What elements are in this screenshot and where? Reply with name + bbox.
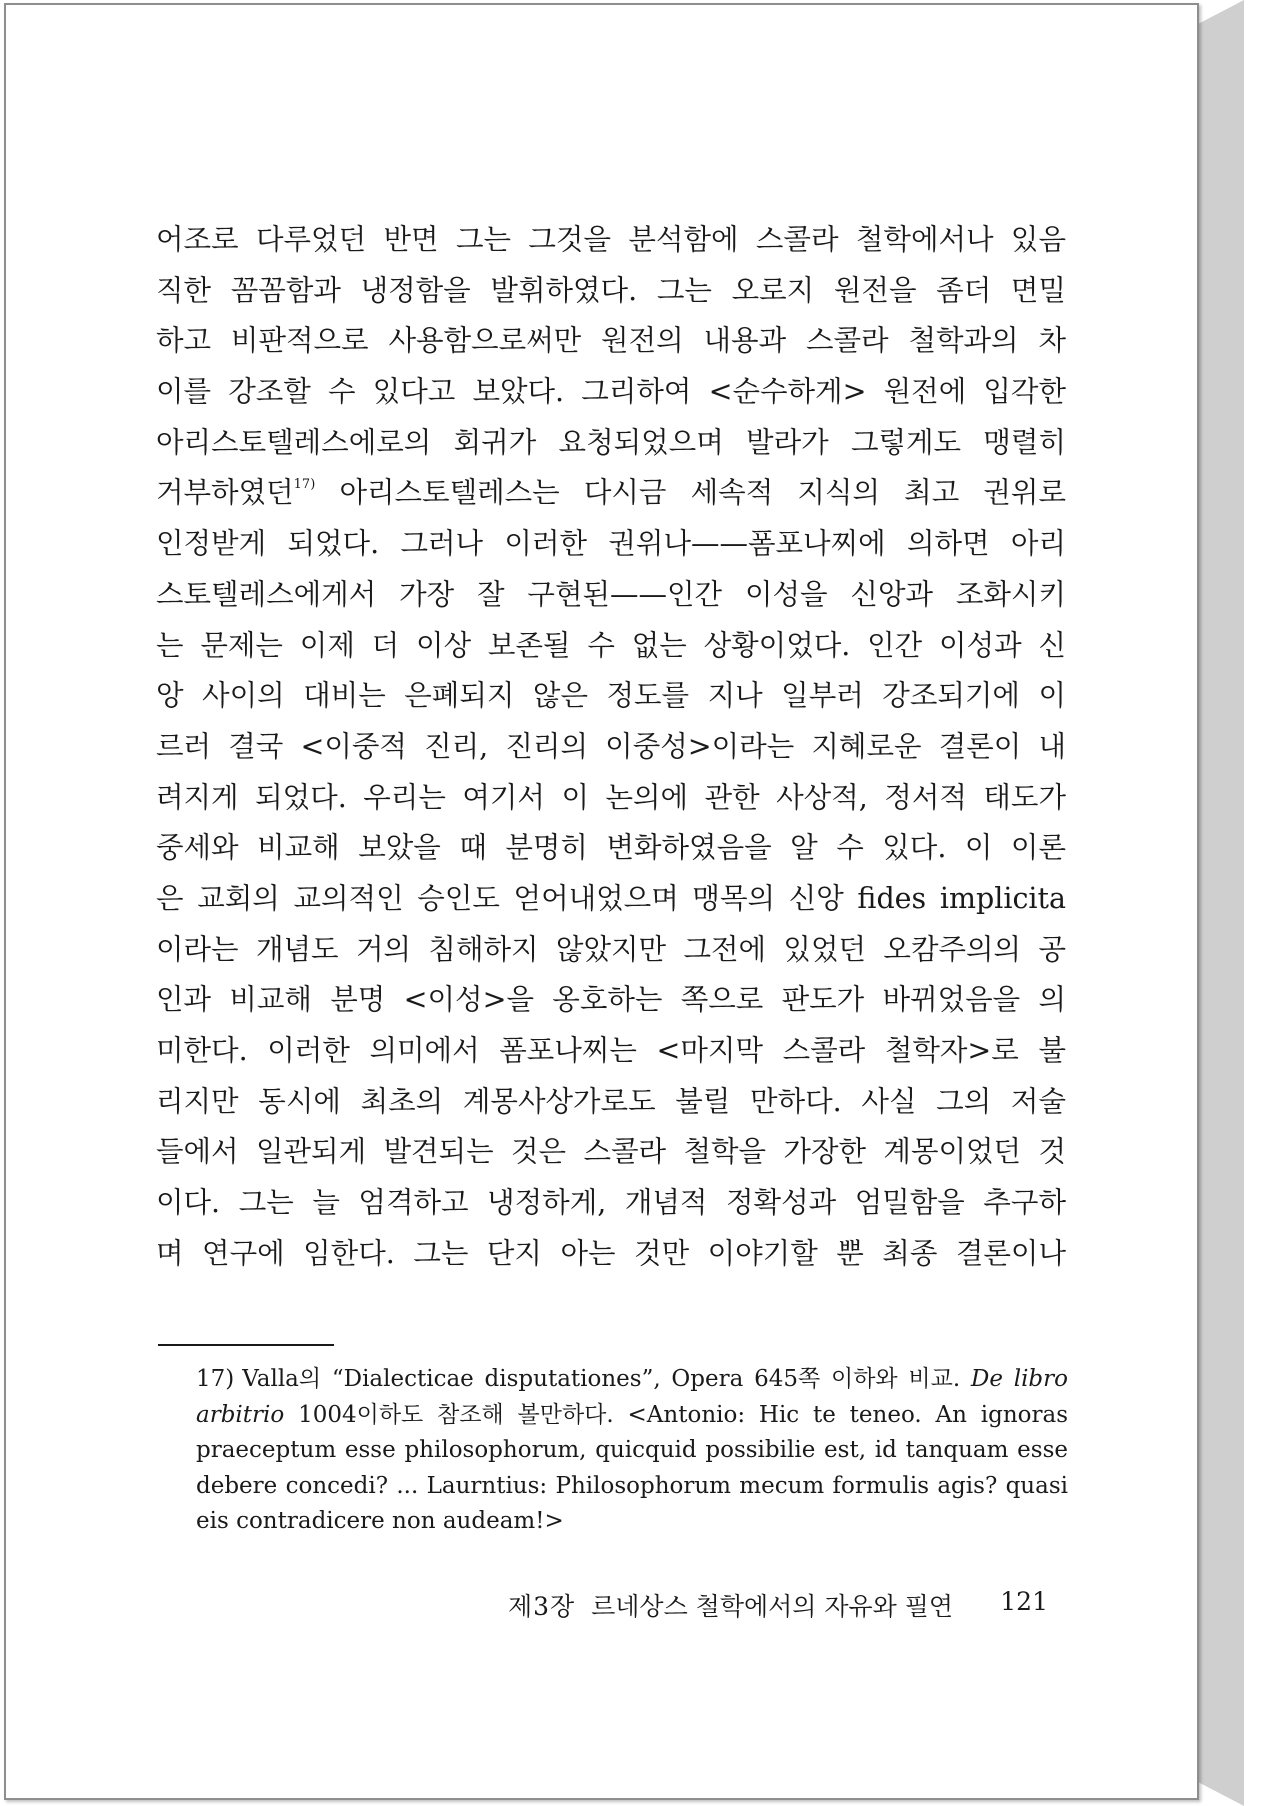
text-line: 미한다. 이러한 의미에서 폼포나찌는 <마지막 스콜라 철학자>로 불 xyxy=(156,1034,1066,1067)
footnote-line xyxy=(196,1362,1068,1398)
text-line: 이를 강조할 수 있다고 보았다. 그리하여 <순수하게> 원전에 입각한 xyxy=(156,375,1066,409)
footnote xyxy=(196,1362,1068,1540)
page-number: 121 xyxy=(1000,1587,1048,1616)
text-line: 은 교회의 교의적인 승인도 얻어내었으며 맹목의 신앙 fides implicita xyxy=(156,881,1066,915)
text-line: 이다. 그는 늘 엄격하고 냉정하게, 개념적 정확성과 엄밀함을 추구하 xyxy=(156,1186,1066,1220)
footnote-text: Valla의 “Dialecticae disputationes”, Opera 645쪽 이하와 비교. xyxy=(242,1366,961,1392)
footnote-italic-title: arbitrio xyxy=(196,1401,285,1428)
chapter-label: 제3장 xyxy=(508,1592,576,1621)
text-fragment: 아리스토텔레스는 다시금 세속적 지식의 최고 권위로 xyxy=(339,476,1066,510)
text-fragment: 거부하였던 xyxy=(156,476,294,510)
text-line: 인정받게 되었다. 그러나 이러한 권위나——폼포나찌에 의하면 아리 xyxy=(156,527,1066,561)
text-line-with-footnote-ref xyxy=(156,468,1066,519)
footer-chapter-title xyxy=(508,1587,953,1623)
text-line: 이라는 개념도 거의 침해하지 않았지만 그전에 있었던 오캄주의의 공 xyxy=(156,932,1066,966)
book-spine-top-edge xyxy=(1198,0,1244,24)
footnote-line: eis contradicere non audeam!> xyxy=(196,1508,564,1534)
book-spine xyxy=(1198,0,1244,1806)
book-spine-bottom-edge xyxy=(1198,1782,1244,1806)
text-line: 들에서 일관되게 발견되는 것은 스콜라 철학을 가장한 계몽이었던 것 xyxy=(156,1135,1066,1169)
text-line: 아리스토텔레스에로의 회귀가 요청되었으며 발라가 그렇게도 맹렬히 xyxy=(156,425,1066,459)
body-text xyxy=(156,215,1066,1330)
book-page xyxy=(4,3,1199,1800)
text-line: 며 연구에 임한다. 그는 단지 아는 것만 이야기할 뿐 최종 결론이나 xyxy=(156,1236,1066,1270)
footnote-line: praeceptum esse philosophorum, quicquid possibilie est, id tanquam esse xyxy=(196,1437,1068,1463)
footnote-reference[interactable]: 17) xyxy=(293,477,316,493)
text-line: 앙 사이의 대비는 은폐되지 않은 정도를 지나 일부러 강조되기에 이 xyxy=(156,679,1066,713)
text-line: 직한 꼼꼼함과 냉정함을 발휘하였다. 그는 오로지 원전을 좀더 면밀 xyxy=(156,273,1066,307)
text-line: 는 문제는 이제 더 이상 보존될 수 없는 상황이었다. 인간 이성과 신 xyxy=(156,628,1066,662)
footnote-text: 1004이하도 참조해 볼만하다. <Antonio: Hic te teneo. An ignoras xyxy=(298,1401,1069,1428)
text-line: 려지게 되었다. 우리는 여기서 이 논의에 관한 사상적, 정서적 태도가 xyxy=(156,780,1066,814)
footnote-line xyxy=(196,1398,1068,1434)
text-line: 어조로 다루었던 반면 그는 그것을 분석함에 스콜라 철학에서나 있음 xyxy=(156,223,1066,256)
text-line: 스토텔레스에게서 가장 잘 구현된——인간 이성을 신앙과 조화시키 xyxy=(156,577,1066,611)
text-line: 르러 결국 <이중적 진리, 진리의 이중성>이라는 지혜로운 결론이 내 xyxy=(156,729,1066,763)
running-footer xyxy=(508,1587,1048,1623)
footnote-italic-title: De libro xyxy=(970,1366,1068,1392)
chapter-title: 르네상스 철학에서의 자유와 필연 xyxy=(591,1592,954,1621)
text-line: 인과 비교해 분명 <이성>을 옹호하는 쪽으로 판도가 바뀌었음을 의 xyxy=(156,983,1066,1017)
text-line: 중세와 비교해 보았을 때 분명히 변화하였음을 알 수 있다. 이 이론 xyxy=(156,831,1066,865)
text-line: 하고 비판적으로 사용함으로써만 원전의 내용과 스콜라 철학과의 차 xyxy=(156,324,1066,358)
footnote-number: 17) xyxy=(196,1366,235,1392)
text-line xyxy=(156,1279,1066,1330)
text-line: 리지만 동시에 최초의 계몽사상가로도 불릴 만하다. 사실 그의 저술 xyxy=(156,1084,1066,1118)
footnote-divider xyxy=(158,1344,334,1346)
footnote-line: debere concedi? ... Laurntius: Philosophorum mecum formulis agis? quasi xyxy=(196,1472,1068,1499)
